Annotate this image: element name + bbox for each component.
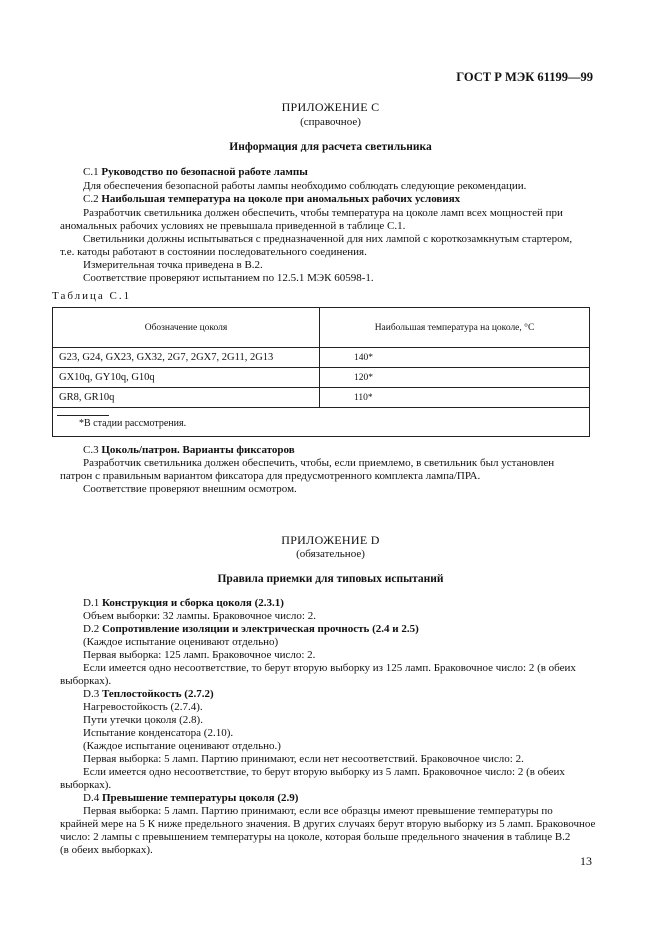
appendix-d-heading: Правила приемки для типовых испытаний xyxy=(217,573,444,585)
c2-text-line3: Светильники должны испытываться с предназначенной для них лампой с короткозамкнутым стартером, xyxy=(83,233,573,245)
table-header-temperature: Наибольшая температура на цоколе, °С xyxy=(320,308,590,348)
d2-text-line2: Первая выборка: 125 ламп. Браковочное число: 2. xyxy=(83,649,316,661)
table-row xyxy=(53,348,590,368)
table-cell-temperature: 120* xyxy=(320,368,590,388)
d3-text-line7: выборках). xyxy=(60,779,112,791)
d3-text-line6: Если имеется одно несоответствие, то берут вторую выборку из 5 ламп. Браковочное число: 2 (в обеих xyxy=(83,766,565,778)
c2-text-line1: Разработчик светильника должен обеспечить, чтобы температура на цоколе ламп всех мощностей при xyxy=(83,207,563,219)
c2-text-line6: Соответствие проверяют испытанием по 12.5.1 МЭК 60598-1. xyxy=(83,272,374,284)
page-number: 13 xyxy=(580,854,592,868)
d2-text-line4: выборках). xyxy=(60,675,112,687)
c2-text-line2: аномальных рабочих условиях не превышала приведенной в таблице С.1. xyxy=(60,220,406,232)
d4-text-line3: число: 2 лампы с превышением температуры на цоколе, которая больше предельного значения в таблице В.2 xyxy=(60,831,571,843)
d3-text-line1: Нагревостойкость (2.7.4). xyxy=(83,701,203,713)
d3-text-line2: Пути утечки цоколя (2.8). xyxy=(83,714,203,726)
appendix-c-heading: Информация для расчета светильника xyxy=(229,141,432,153)
d3-text-line5: Первая выборка: 5 ламп. Партию принимают, если нет несоответствий. Браковочное число: 2. xyxy=(83,753,524,765)
appendix-c-title: ПРИЛОЖЕНИЕ С xyxy=(281,100,380,114)
c3-text-line2: патрон с правильным вариантом фиксатора для предусмотренного комплекта лампа/ПРА. xyxy=(60,470,481,482)
c2-text-line5: Измерительная точка приведена в В.2. xyxy=(83,259,263,271)
d4-text-line2: крайней мере на 5 К ниже предельного значения. В других случаях берут вторую выборку из 5 ламп. Браковочное xyxy=(60,818,596,830)
table-cell-cap: GR8, GR10q xyxy=(53,388,320,408)
d4-heading: D.4 Превышение температуры цоколя (2.9) xyxy=(83,792,299,804)
table-note-row xyxy=(53,408,590,437)
table-header-cap: Обозначение цоколя xyxy=(53,308,320,348)
d2-text-line1: (Каждое испытание оценивают отдельно) xyxy=(83,636,279,648)
table-cell-temperature: 110* xyxy=(320,388,590,408)
table-caption: Таблица С.1 xyxy=(52,290,132,302)
d3-text-line3: Испытание конденсатора (2.10). xyxy=(83,727,234,739)
d2-text-line3: Если имеется одно несоответствие, то берут вторую выборку из 125 ламп. Браковочное число: 2 (в обеих xyxy=(83,662,576,674)
c3-text-line3: Соответствие проверяют внешним осмотром. xyxy=(83,483,297,495)
appendix-c-status: (справочное) xyxy=(300,116,361,128)
d3-heading: D.3 Теплостойкость (2.7.2) xyxy=(83,688,214,700)
c2-heading: С.2 Наибольшая температура на цоколе при аномальных рабочих условиях xyxy=(83,193,461,205)
d1-heading: D.1 Конструкция и сборка цоколя (2.3.1) xyxy=(83,597,284,609)
d1-text: Объем выборки: 32 лампы. Браковочное число: 2. xyxy=(83,610,316,622)
cap-temperature-table xyxy=(52,307,590,437)
appendix-d-title: ПРИЛОЖЕНИЕ D xyxy=(281,533,380,547)
c1-text: Для обеспечения безопасной работы лампы необходимо соблюдать следующие рекомендации. xyxy=(83,180,527,192)
d3-text-line4: (Каждое испытание оценивают отдельно.) xyxy=(83,740,281,752)
standard-number: ГОСТ Р МЭК 61199—99 xyxy=(456,70,593,84)
c3-heading: С.3 Цоколь/патрон. Варианты фиксаторов xyxy=(83,444,295,456)
d4-text-line4: (в обеих выборках). xyxy=(60,844,153,856)
table-row xyxy=(53,388,590,408)
table-row xyxy=(53,368,590,388)
c3-text-line1: Разработчик светильника должен обеспечить, чтобы, если приемлемо, в светильник был установлен xyxy=(83,457,555,469)
c1-heading: С.1 Руководство по безопасной работе лампы xyxy=(83,166,308,178)
table-cell-temperature: 140* xyxy=(320,348,590,368)
appendix-d-status: (обязательное) xyxy=(296,548,365,560)
table-note: *В стадии рассмотрения. xyxy=(79,418,187,429)
d2-heading: D.2 Сопротивление изоляции и электрическая прочность (2.4 и 2.5) xyxy=(83,623,419,635)
table-cell-cap: GX10q, GY10q, G10q xyxy=(53,368,320,388)
table-cell-cap: G23, G24, GX23, GX32, 2G7, 2GX7, 2G11, 2G13 xyxy=(53,348,320,368)
c2-text-line4: т.е. катоды работают в состоянии последовательного соединения. xyxy=(60,246,367,258)
d4-text-line1: Первая выборка: 5 ламп. Партию принимают, если все образцы имеют превышение температуры по xyxy=(83,805,553,817)
